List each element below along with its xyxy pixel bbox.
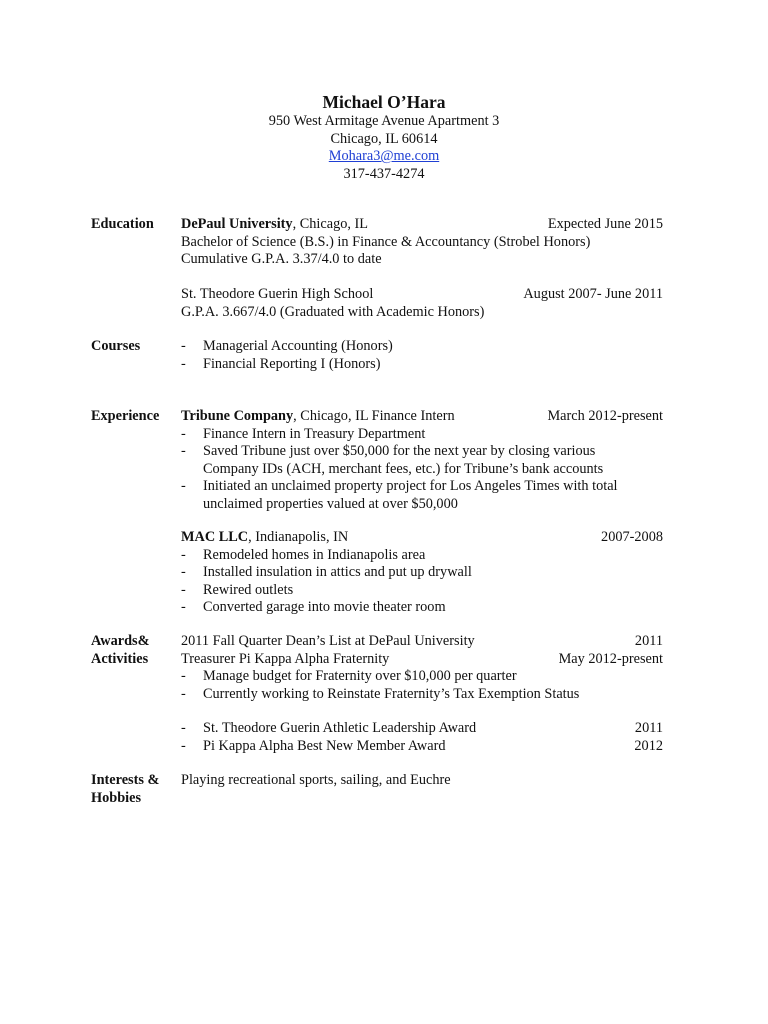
- experience-job-2: [181, 529, 663, 617]
- award-4: Pi Kappa Alpha Best New Member Award: [203, 737, 446, 754]
- award-1: 2011 Fall Quarter Dean’s List at DePaul University: [181, 633, 475, 649]
- job-1-date: March 2012-present: [547, 408, 663, 424]
- courses-section: [181, 338, 663, 373]
- job-1-location-title: , Chicago, IL Finance Intern: [293, 408, 455, 424]
- award-2-date: May 2012-present: [558, 650, 663, 667]
- job-1-duty: Finance Intern in Treasury Department: [203, 425, 426, 442]
- course-item: Financial Reporting I (Honors): [203, 355, 381, 372]
- award-2: Treasurer Pi Kappa Alpha Fraternity: [181, 650, 390, 667]
- interests-heading: Interests & Hobbies: [91, 772, 160, 806]
- award-3: St. Theodore Guerin Athletic Leadership Award: [203, 720, 477, 736]
- course-item: Managerial Accounting (Honors): [203, 338, 393, 354]
- phone-number: 317-437-4274: [343, 165, 425, 182]
- award-2-duty: Manage budget for Fraternity over $10,000 per quarter: [203, 668, 517, 684]
- list-item: - Saved Tribune just over $50,000 for the next year by closing various: [181, 443, 596, 459]
- list-item: - Remodeled homes in Indianapolis area: [181, 546, 426, 563]
- education-heading: Education: [91, 216, 154, 232]
- job-2-duty: Remodeled homes in Indianapolis area: [203, 546, 426, 563]
- resume-header: [0, 91, 768, 183]
- school-2-name: St. Theodore Guerin High School: [181, 286, 374, 302]
- education-section-2: [181, 286, 663, 321]
- award-4-date: 2012: [634, 737, 663, 754]
- school-2-date: August 2007- June 2011: [523, 286, 663, 302]
- award-1-date: 2011: [634, 633, 663, 649]
- email-link[interactable]: Mohara3@me.com: [328, 148, 440, 164]
- job-1-duty: Initiated an unclaimed property project for Los Angeles Times with total: [203, 478, 618, 494]
- school-1-degree: Bachelor of Science (B.S.) in Finance & Accountancy (Strobel Honors): [181, 233, 591, 250]
- awards-heading: Awards& Activities: [91, 633, 150, 667]
- list-item: - Managerial Accounting (Honors): [181, 338, 393, 354]
- interests-text: Playing recreational sports, sailing, and Euchre: [181, 772, 451, 788]
- school-2-gpa: G.P.A. 3.667/4.0 (Graduated with Academic Honors): [181, 303, 485, 320]
- job-2-duty: Rewired outlets: [203, 581, 294, 598]
- job-1-duty-continued: unclaimed properties valued at over $50,000: [203, 495, 458, 512]
- job-2-duty: Installed insulation in attics and put up drywall: [203, 564, 472, 580]
- city-state-zip: Chicago, IL 60614: [330, 130, 438, 147]
- list-item: - Manage budget for Fraternity over $10,000 per quarter: [181, 668, 517, 684]
- list-item: - Currently working to Reinstate Fraternity’s Tax Exemption Status: [181, 685, 580, 702]
- job-2-company: MAC LLC: [181, 529, 249, 545]
- street-address: 950 West Armitage Avenue Apartment 3: [268, 113, 500, 129]
- education-section: [181, 216, 663, 269]
- list-item: - Initiated an unclaimed property project for Los Angeles Times with total: [181, 478, 618, 494]
- list-item: - Installed insulation in attics and put up drywall: [181, 564, 472, 580]
- courses-heading: Courses: [91, 338, 141, 354]
- list-item: - Finance Intern in Treasury Department: [181, 425, 426, 442]
- job-2-date: 2007-2008: [601, 529, 663, 545]
- job-2-duty: Converted garage into movie theater room: [203, 599, 446, 615]
- job-2-location: , Indianapolis, IN: [248, 529, 349, 545]
- interests-section: [181, 772, 663, 790]
- school-1-location: , Chicago, IL: [292, 216, 369, 232]
- school-1-name: DePaul University: [181, 216, 293, 232]
- job-1-duty-continued: Company IDs (ACH, merchant fees, etc.) for Tribune’s bank accounts: [203, 460, 604, 477]
- experience-job-1: [181, 408, 663, 513]
- experience-heading: Experience: [91, 408, 160, 424]
- award-2-duty: Currently working to Reinstate Fraternity’s Tax Exemption Status: [203, 685, 580, 702]
- list-item: - Financial Reporting I (Honors): [181, 355, 381, 372]
- candidate-name: Michael O’Hara: [322, 92, 446, 112]
- job-1-company: Tribune Company: [181, 408, 294, 424]
- awards-section-2: - St. Theodore Guerin Athletic Leadership Award 2011 - Pi Kappa Alpha Best New Member Award 2012: [181, 720, 663, 754]
- job-1-duty: Saved Tribune just over $50,000 for the next year by closing various: [203, 443, 596, 459]
- awards-section: [181, 633, 663, 703]
- list-item: - Rewired outlets: [181, 581, 294, 598]
- list-item: - Converted garage into movie theater room: [181, 599, 446, 615]
- award-3-date: 2011: [634, 720, 663, 736]
- school-1-date: Expected June 2015: [547, 216, 663, 232]
- school-1-gpa: Cumulative G.P.A. 3.37/4.0 to date: [181, 251, 382, 267]
